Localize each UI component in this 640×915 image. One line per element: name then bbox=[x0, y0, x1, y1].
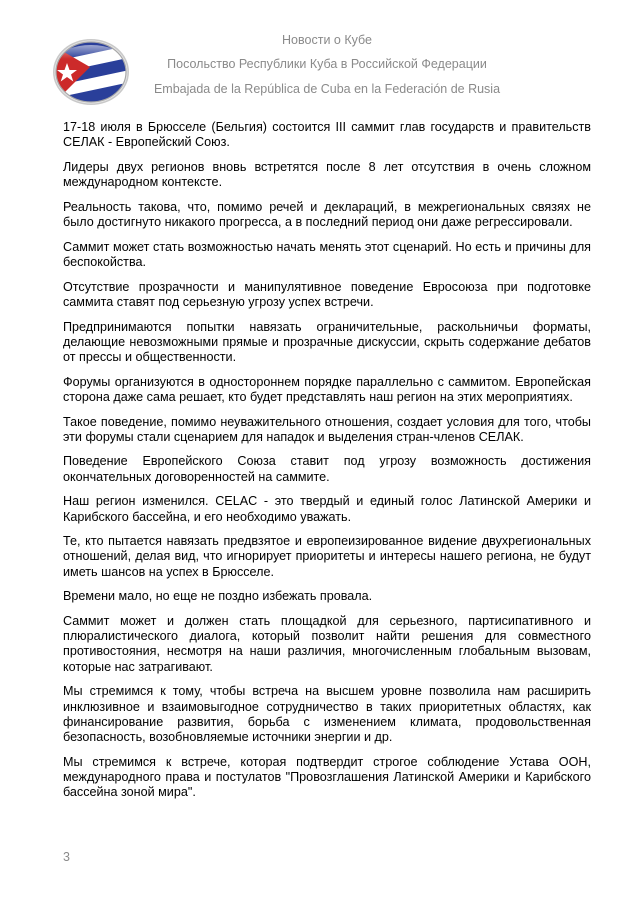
paragraph: Лидеры двух регионов вновь встретятся после 8 лет отсутствия в очень сложном международном контексте. bbox=[63, 159, 591, 190]
paragraph: Такое поведение, помимо неуважительного отношения, создает условия для того, чтобы эти форумы стали сценарием для нападок и выделения стран-членов СЕЛАК. bbox=[63, 414, 591, 444]
paragraph: Отсутствие прозрачности и манипулятивное поведение Евросоюза при подготовке саммита ставят под серьезную угрозу успех встречи. bbox=[63, 279, 591, 309]
header-title: Новости о Кубе bbox=[282, 33, 372, 47]
paragraph: Времени мало, но еще не поздно избежать провала. bbox=[63, 589, 373, 604]
paragraph: Мы стремимся к встрече, которая подтвердит строгое соблюдение Устава ООН, международного права и постулатов "Провозглашения Латинской Америки и Карибского бассейна зоной мира". bbox=[63, 754, 591, 800]
paragraph: Форумы организуются в одностороннем порядке параллельно с саммитом. Европейская сторона даже сама решает, кто будет представлять наш регион на этих мероприятиях. bbox=[63, 374, 591, 404]
paragraph: Те, кто пытается навязать предвзятое и европеизированное видение двухрегиональных отношений, делая вид, что игнорирует приоритеты и интересы нашего региона, не будут иметь шансов на успех в Брюсселе. bbox=[63, 534, 591, 579]
paragraph: Саммит может стать возможностью начать менять этот сценарий. Но есть и причины для беспокойства. bbox=[63, 239, 591, 269]
paragraph: Поведение Европейского Союза ставит под угрозу возможность достижения окончательных договоренностей на саммите. bbox=[63, 454, 591, 484]
header-embassy-es: Embajada de la República de Cuba en la Federación de Rusia bbox=[153, 82, 501, 96]
paragraph: Мы стремимся к тому, чтобы встреча на высшем уровне позволила нам расширить инклюзивное и взаимовыгодное сотрудничество в таких приоритетных областях, как финансирование развития, борьба с изменением климата, продовольственная безопасность, возобновляемые источники энергии и др. bbox=[63, 684, 591, 744]
cuban-flag-icon bbox=[50, 37, 132, 107]
page-number: 3 bbox=[63, 850, 70, 864]
paragraph: Предпринимаются попытки навязать ограничительные, раскольничьи форматы, делающие невозможными прямые и прозрачные дискуссии, скрыть содержание дебатов от прессы и общественности. bbox=[63, 319, 591, 364]
paragraph: 17-18 июля в Брюсселе (Бельгия) состоится III саммит глав государств и правительств СЕЛАК - Европейский Союз. bbox=[63, 120, 591, 150]
paragraph: Реальность такова, что, помимо речей и деклараций, в межрегиональных связях не было достигнуто никакого прогресса, а в последний период они даже регрессировали. bbox=[63, 199, 591, 230]
article-body bbox=[63, 120, 591, 810]
header-embassy-ru: Посольство Республики Куба в Российской Федерации bbox=[167, 57, 487, 71]
page-header bbox=[0, 0, 640, 118]
paragraph: Наш регион изменился. CELAC - это твердый и единый голос Латинской Америки и Карибского бассейна, и его необходимо уважать. bbox=[63, 494, 591, 524]
paragraph: Саммит может и должен стать площадкой для серьезного, партисипативного и плюралистического диалога, который позволит найти решения для совместного противостояния, несмотря на наши различия, многочисленным глобальным вызовам, которые нас затрагивают. bbox=[63, 614, 591, 674]
